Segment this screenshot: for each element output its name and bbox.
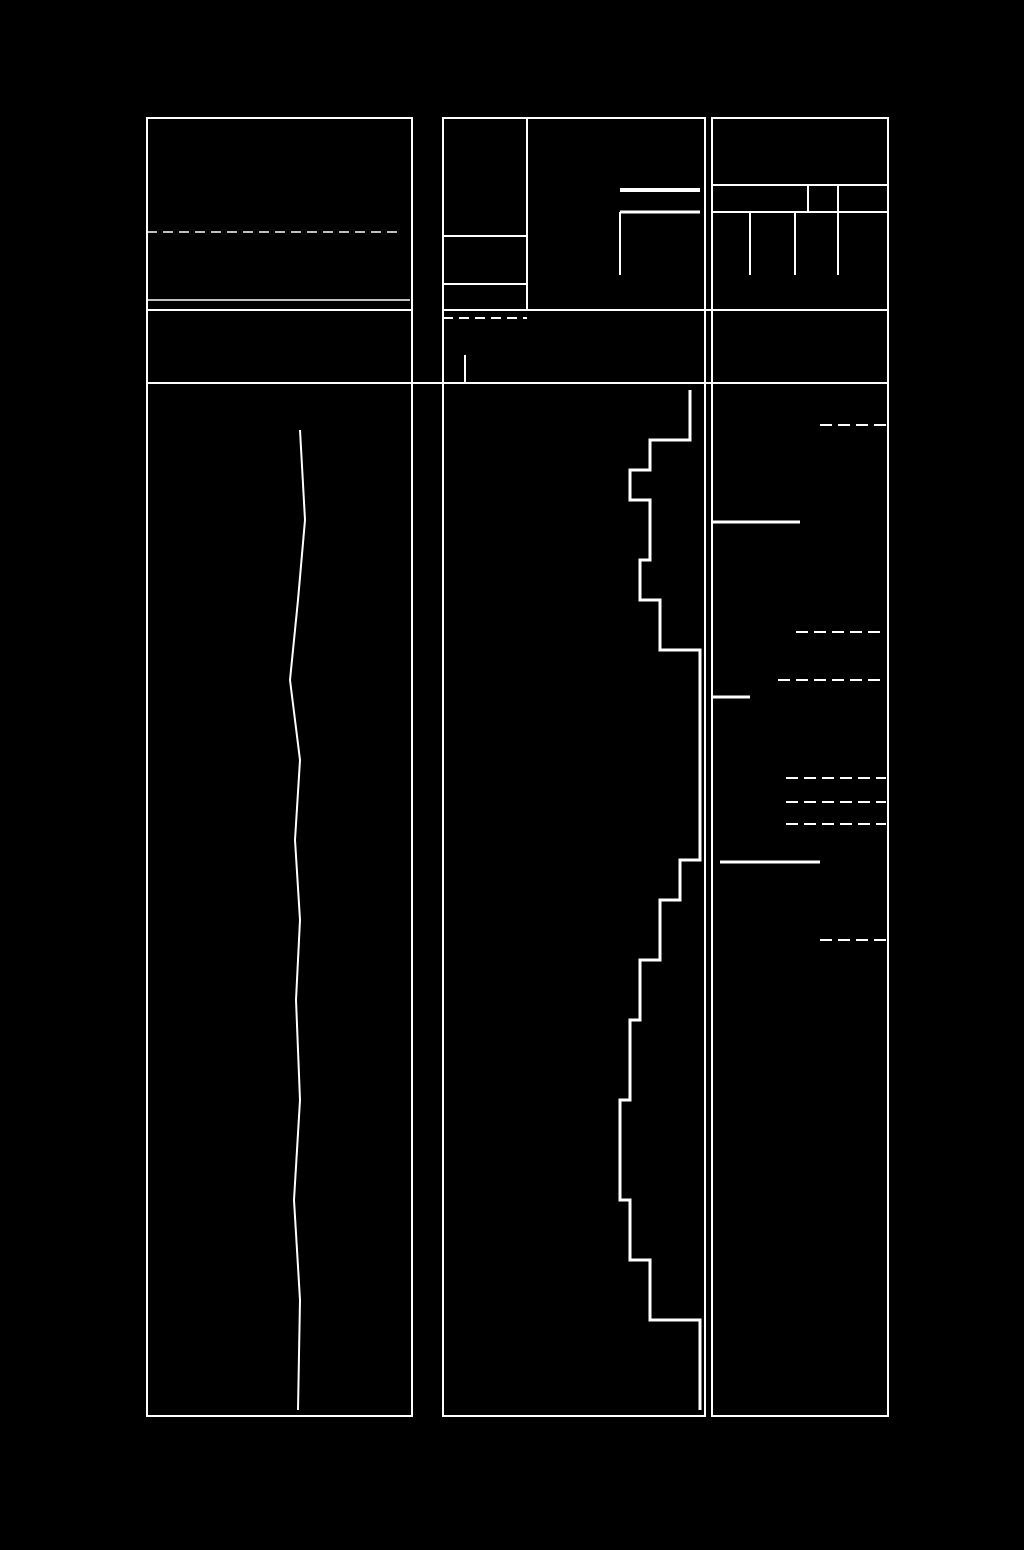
- track2-frame: [443, 118, 705, 1416]
- track3-frame: [712, 118, 888, 1416]
- track1-frame: [147, 118, 412, 1416]
